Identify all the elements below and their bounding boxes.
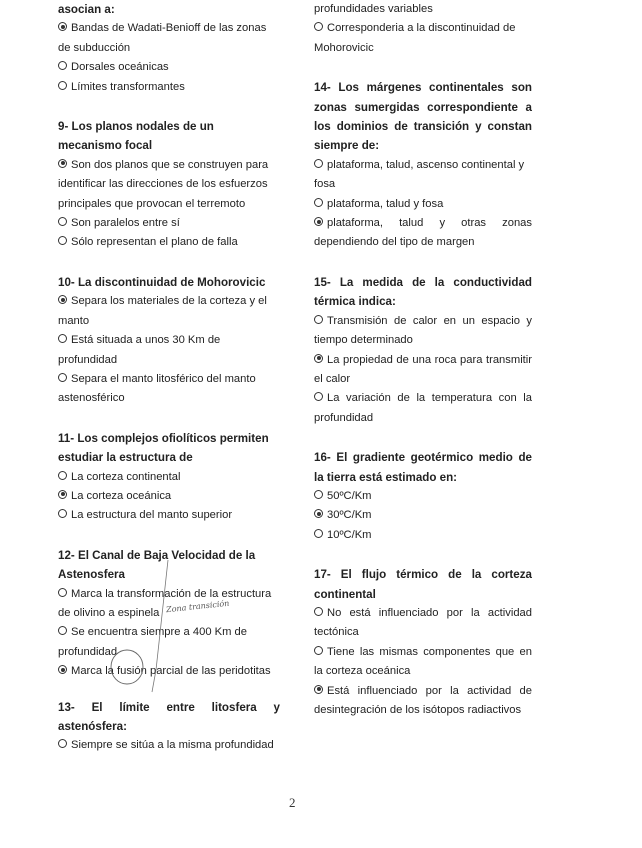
option-q13-a[interactable] <box>58 736 280 755</box>
radio-icon[interactable] <box>314 392 323 401</box>
option-label: Son paralelos entre sí <box>71 217 180 230</box>
radio-icon[interactable] <box>58 373 67 382</box>
option-label: Son dos planos que se construyen para identificar las direcciones de los esfuerzos principales que provocan el terremoto <box>58 158 269 210</box>
option-label: Separa los materiales de la corteza y el manto <box>58 295 267 327</box>
radio-selected-icon[interactable] <box>58 665 67 674</box>
option-label: Tiene las mismas componentes que en la corteza oceánica <box>314 645 532 678</box>
option-q15-a[interactable] <box>314 312 532 351</box>
option-q16-c[interactable] <box>314 526 532 545</box>
radio-selected-icon[interactable] <box>314 509 323 518</box>
radio-icon[interactable] <box>58 236 67 245</box>
radio-icon[interactable] <box>314 646 323 655</box>
page-number: 2 <box>289 795 296 810</box>
left-column <box>58 0 280 756</box>
option-q11-a[interactable] <box>58 468 280 487</box>
radio-icon[interactable] <box>58 334 67 343</box>
option-q15-c[interactable] <box>314 389 532 428</box>
radio-icon[interactable] <box>314 529 323 538</box>
option-q12-c[interactable] <box>58 662 280 681</box>
option-q10-c[interactable] <box>58 370 280 409</box>
option-label: 10ºC/Km <box>327 528 372 541</box>
option-label: plataforma, talud, ascenso continental y fosa <box>314 158 525 191</box>
option-label: 30ºC/Km <box>327 509 372 522</box>
option-q13-b-continuation <box>314 0 532 19</box>
radio-selected-icon[interactable] <box>314 685 323 694</box>
radio-icon[interactable] <box>314 490 323 499</box>
option-q17-a[interactable] <box>314 604 532 643</box>
option-label: Marca la fusión parcial de las peridotitas <box>71 665 271 678</box>
option-q16-a[interactable] <box>314 487 532 506</box>
option-label: Está situada a unos 30 Km de profundidad <box>58 334 221 366</box>
radio-icon[interactable] <box>58 81 67 90</box>
option-label: Bandas de Wadati-Benioff de las zonas de subducción <box>58 22 267 54</box>
radio-icon[interactable] <box>314 315 323 324</box>
radio-icon[interactable] <box>58 509 67 518</box>
option-label: Marca la transformación de la estructura de olivino a espinela <box>58 587 272 619</box>
option-q11-b[interactable] <box>58 487 280 506</box>
option-q9-a[interactable] <box>58 156 280 214</box>
option-label: Límites transformantes <box>71 80 185 93</box>
option-label: La estructura del manto superior <box>71 509 233 522</box>
radio-icon[interactable] <box>58 61 67 70</box>
radio-icon[interactable] <box>314 22 323 31</box>
radio-icon[interactable] <box>58 739 67 748</box>
option-label: plataforma, talud y otras zonas dependiendo del tipo de margen <box>314 217 532 249</box>
radio-icon[interactable] <box>314 159 323 168</box>
radio-selected-icon[interactable] <box>58 295 67 304</box>
option-label: Se encuentra siempre a 400 Km de profundidad <box>58 626 247 658</box>
option-q8-b[interactable] <box>58 58 280 77</box>
question-9-title: 9- Los planos nodales de un mecanismo focal <box>58 120 214 153</box>
option-label: La variación de la temperatura con la profundidad <box>314 392 532 424</box>
option-q14-b[interactable] <box>314 195 532 214</box>
option-q9-c[interactable] <box>58 233 280 252</box>
question-15-title: 15- La medida de la conductividad térmica indica: <box>314 275 532 309</box>
option-label: Sólo representan el plano de falla <box>71 236 238 249</box>
radio-icon[interactable] <box>314 607 323 616</box>
radio-selected-icon[interactable] <box>58 490 67 499</box>
radio-icon[interactable] <box>58 588 67 597</box>
option-label: Corresponderia a la discontinuidad de Mohorovicic <box>314 22 516 54</box>
option-label: profundidades variables <box>314 3 433 15</box>
radio-icon[interactable] <box>58 626 67 635</box>
option-label: La corteza oceánica <box>71 489 172 502</box>
right-column <box>314 0 532 720</box>
option-label: Está influenciado por la actividad de desintegración de los isótopos radiactivos <box>314 684 532 716</box>
question-10-title: 10- La discontinuidad de Mohorovicic <box>58 275 266 289</box>
radio-selected-icon[interactable] <box>58 22 67 31</box>
option-q11-c[interactable] <box>58 506 280 525</box>
option-q13-c[interactable] <box>314 19 532 58</box>
option-label: Dorsales oceánicas <box>71 61 169 74</box>
option-label: 50ºC/Km <box>327 489 372 502</box>
radio-icon[interactable] <box>58 471 67 480</box>
option-q17-b[interactable] <box>314 643 532 682</box>
question-13-title: 13- El límite entre litosfera y astenósfera: <box>58 700 280 733</box>
question-11-title: 11- Los complejos ofiolíticos permiten estudiar la estructura de <box>58 431 269 465</box>
option-label: Siempre se sitúa a la misma profundidad <box>71 739 274 752</box>
option-label: Transmisión de calor en un espacio y tiempo determinado <box>314 314 532 347</box>
question-8-tail-title: asocian a: <box>58 3 115 16</box>
radio-selected-icon[interactable] <box>314 354 323 363</box>
radio-selected-icon[interactable] <box>58 159 67 168</box>
option-q16-b[interactable] <box>314 506 532 525</box>
option-label: La propiedad de una roca para transmitir el calor <box>314 353 532 385</box>
option-q10-b[interactable] <box>58 331 280 370</box>
radio-icon[interactable] <box>314 198 323 207</box>
option-q12-b[interactable] <box>58 623 280 662</box>
option-q9-b[interactable] <box>58 214 280 233</box>
option-q17-c[interactable] <box>314 682 532 721</box>
option-q15-b[interactable] <box>314 351 532 390</box>
question-17-title: 17- El flujo térmico de la corteza continental <box>314 568 532 601</box>
option-q14-a[interactable] <box>314 156 532 195</box>
option-label: No está influenciado por la actividad tectónica <box>314 606 532 639</box>
handwritten-note: Zona transición <box>165 598 230 615</box>
radio-selected-icon[interactable] <box>314 217 323 226</box>
option-q14-c[interactable] <box>314 214 532 253</box>
question-14-title: 14- Los márgenes continentales son zonas sumergidas correspondiente a los dominios de transición y constan siempre de: <box>314 81 532 153</box>
question-12-title: 12- El Canal de Baja Velocidad de la Astenosfera <box>58 548 256 582</box>
question-16-title: 16- El gradiente geotérmico medio de la tierra está estimado en: <box>314 451 532 484</box>
option-q10-a[interactable] <box>58 292 280 331</box>
option-label: La corteza continental <box>71 470 181 483</box>
option-q8-c[interactable] <box>58 78 280 97</box>
option-q8-a[interactable] <box>58 19 280 58</box>
radio-icon[interactable] <box>58 217 67 226</box>
option-label: plataforma, talud y fosa <box>327 197 444 210</box>
option-label: Separa el manto litosférico del manto astenosférico <box>58 372 256 405</box>
